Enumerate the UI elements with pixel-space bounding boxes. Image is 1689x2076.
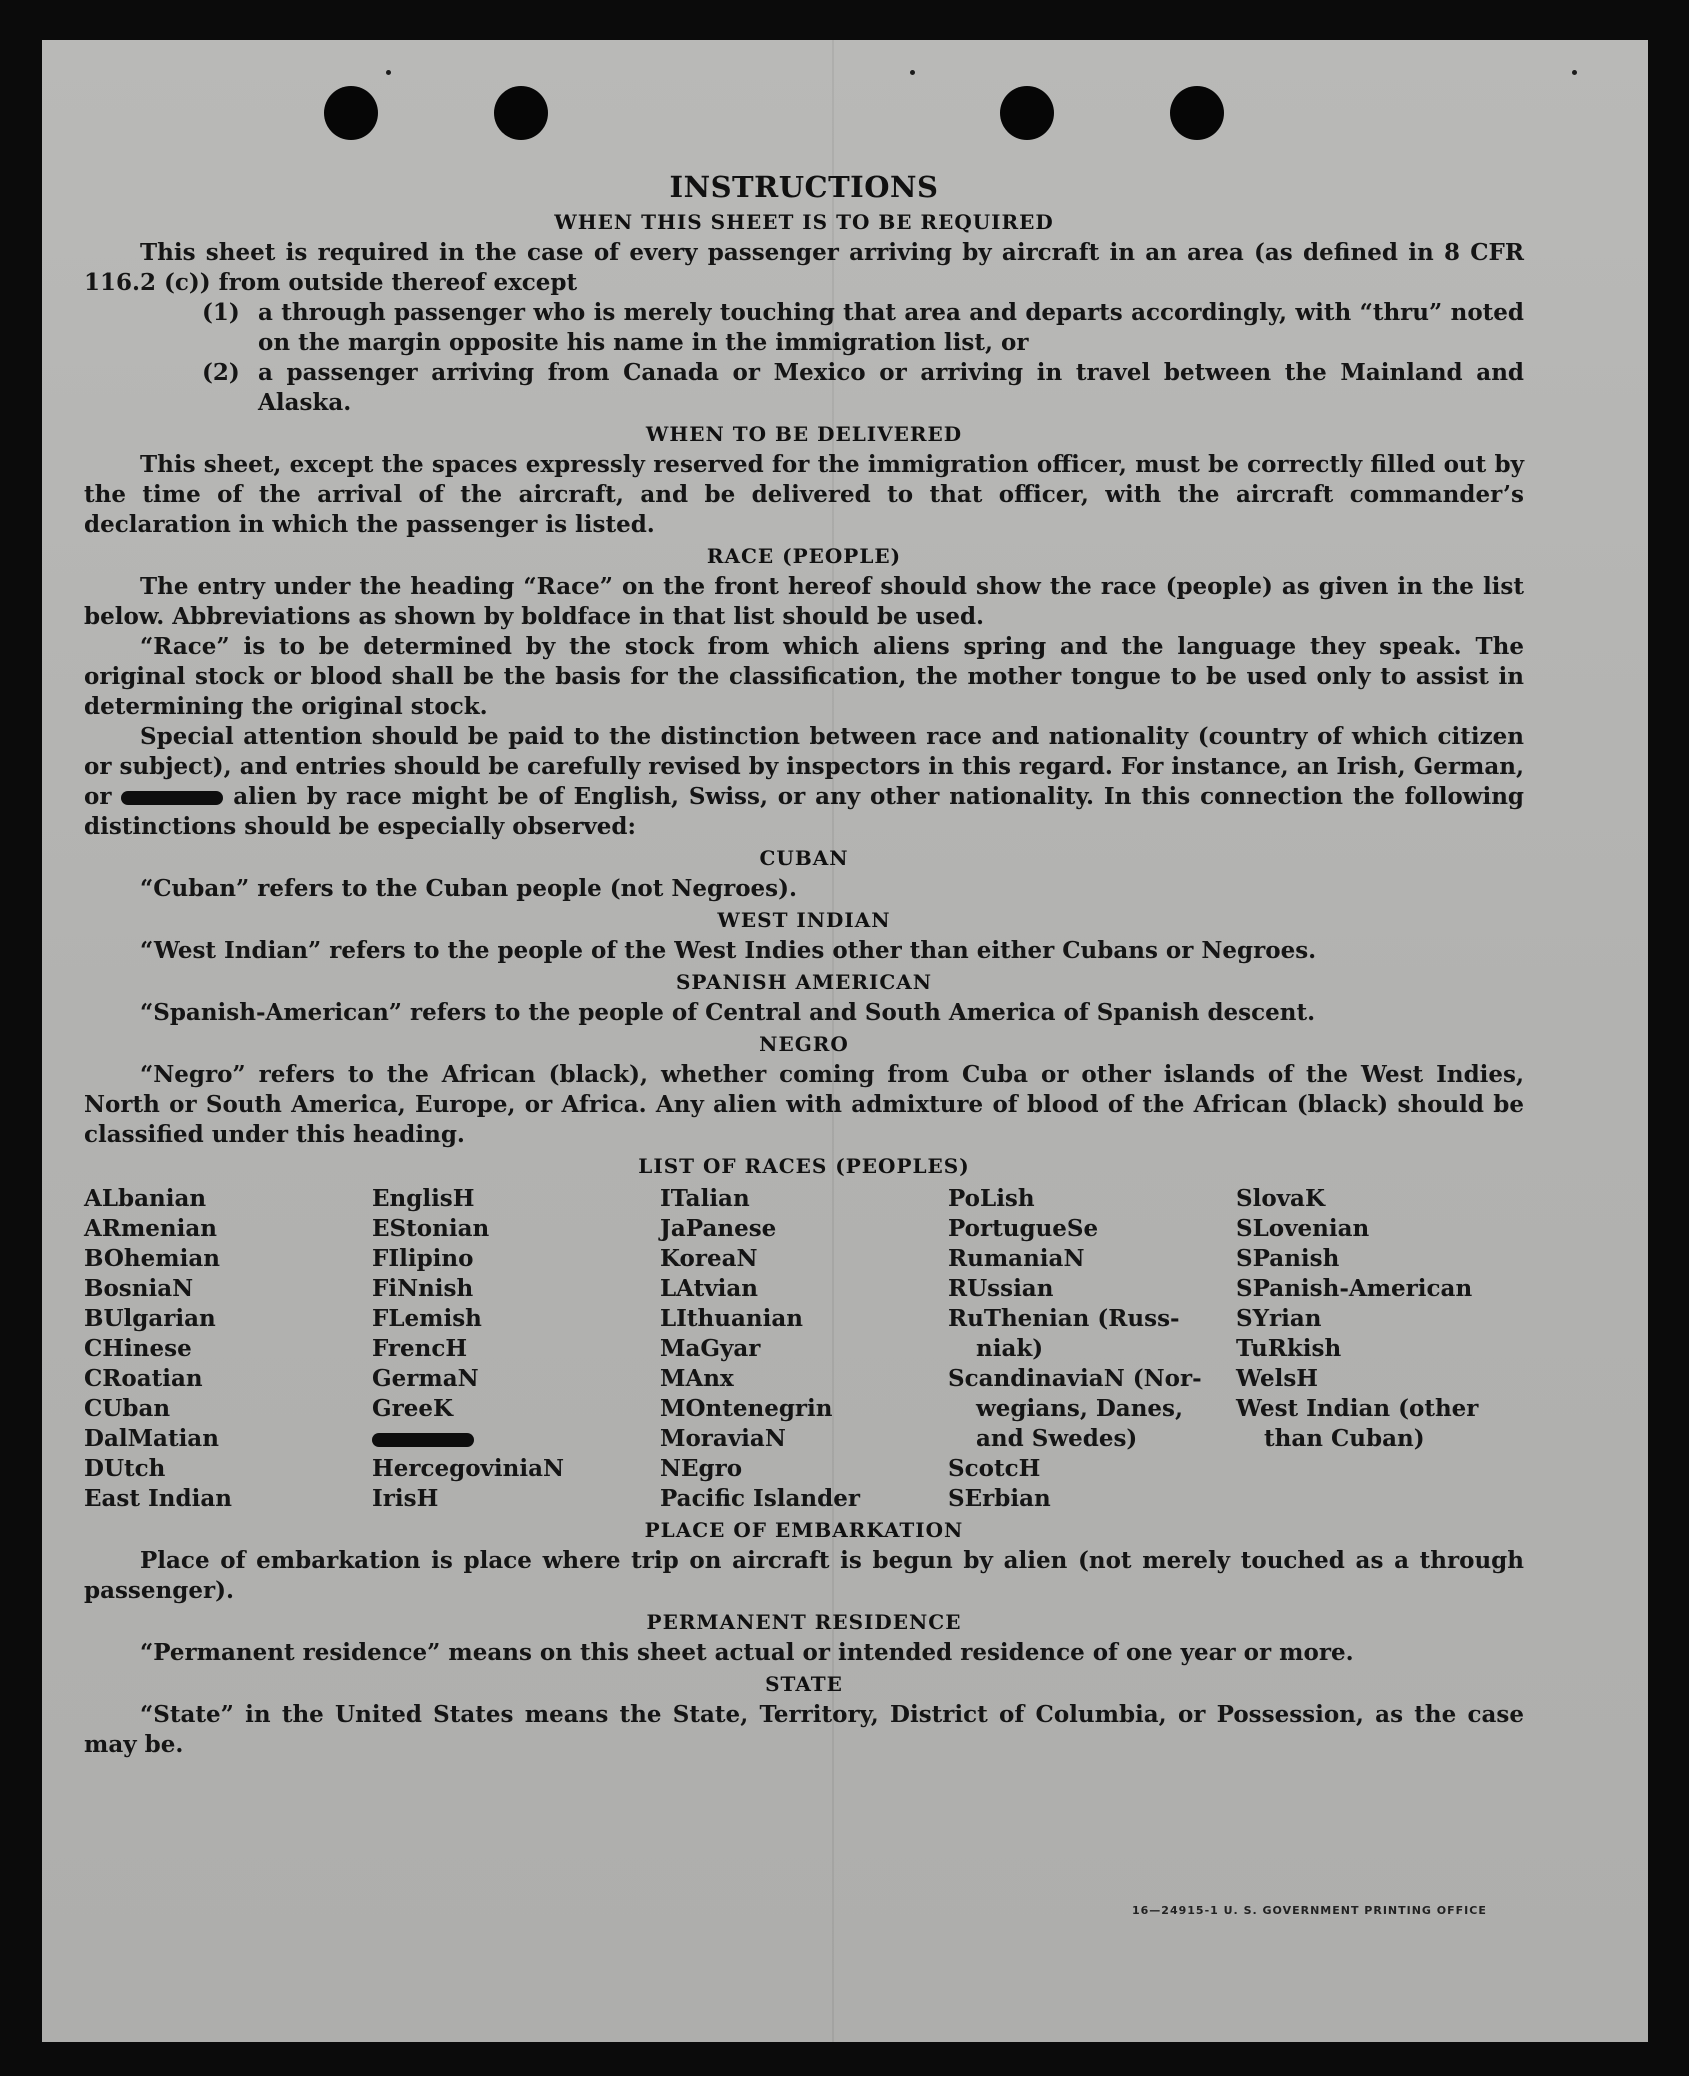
race-entry: PoLish (948, 1185, 1035, 1212)
printing-office-footer: 16—24915-1 U. S. GOVERNMENT PRINTING OFFICE (1132, 1904, 1487, 1917)
race-entry: MoraviaN (660, 1425, 786, 1452)
race-entry: EStonian (372, 1215, 490, 1242)
race-entry: FLemish (372, 1305, 482, 1332)
race-entry: than Cuban) (1264, 1425, 1425, 1452)
race-entry: Pacific Islander (660, 1485, 860, 1512)
punch-hole (1000, 86, 1054, 140)
race-entry: NEgro (660, 1455, 743, 1482)
race-entry: PortugueSe (948, 1215, 1099, 1242)
exception-item (202, 298, 1524, 358)
races-list (84, 1184, 1524, 1514)
race-entry: ARmenian (84, 1215, 218, 1242)
race-entry: MaGyar (660, 1335, 761, 1362)
speck (1572, 70, 1577, 75)
races-column-5 (1236, 1184, 1524, 1514)
when-delivered-text: This sheet, except the spaces expressly reserved for the immigration officer, must be correctly filled out by the time of the arrival of the aircraft, and be delivered to that officer, with the aircraft commander’s declaration in which the passenger is listed. (84, 451, 1524, 538)
heading-race: RACE (PEOPLE) (706, 544, 902, 568)
race-entry: niak) (976, 1335, 1044, 1362)
redaction-mark (372, 1433, 474, 1447)
page-title: INSTRUCTIONS (669, 170, 939, 204)
race-entry: wegians, Danes, (976, 1395, 1183, 1422)
race-paragraph-3 (84, 722, 1524, 842)
race-paragraph-3-end: alien by race might be of English, Swiss, or any other nationality. In this connection the following distinctions should be especially observed: (84, 783, 1524, 840)
race-entry: IrisH (372, 1485, 439, 1512)
race-entry: RUssian (948, 1275, 1054, 1302)
race-entry: HercegoviniaN (372, 1455, 565, 1482)
race-entry: ALbanian (84, 1185, 207, 1212)
race-entry: FiNnish (372, 1275, 474, 1302)
permanent-residence-text: “Permanent residence” means on this sheet actual or intended residence of one year or more. (140, 1639, 1354, 1666)
race-entry: SPanish (1236, 1245, 1340, 1272)
race-entry: MOntenegrin (660, 1395, 833, 1422)
race-entry: CRoatian (84, 1365, 203, 1392)
heading-permanent-residence: PERMANENT RESIDENCE (646, 1610, 962, 1634)
race-entry: RumaniaN (948, 1245, 1085, 1272)
embarkation-text: Place of embarkation is place where trip on aircraft is begun by alien (not merely touched as a through passenger). (84, 1547, 1524, 1604)
race-entry: KoreaN (660, 1245, 758, 1272)
race-entry: LAtvian (660, 1275, 758, 1302)
exception-text: a passenger arriving from Canada or Mexico or arriving in travel between the Mainland and Alaska. (258, 359, 1524, 416)
exception-number: (1) (202, 299, 240, 326)
punch-hole (1170, 86, 1224, 140)
redaction-mark (121, 791, 223, 805)
negro-text: “Negro” refers to the African (black), whether coming from Cuba or other islands of the West Indies, North or South America, Europe, or Africa. Any alien with admixture of blood of the African (black) should be classified under this heading. (84, 1061, 1524, 1148)
race-entry: DalMatian (84, 1425, 219, 1452)
race-entry: GermaN (372, 1365, 479, 1392)
exception-item (202, 358, 1524, 418)
race-paragraph-3-start: Special attention should be paid to the distinction between race and nationality (country of which citizen or subject), and entries should be carefully revised by inspectors in this regard. For instance, an Irish, German, or (84, 723, 1524, 810)
heading-embarkation: PLACE OF EMBARKATION (644, 1518, 964, 1542)
race-entry: GreeK (372, 1395, 454, 1422)
race-entry: ScandinaviaN (Nor- (948, 1365, 1202, 1392)
race-entry: SPanish-American (1236, 1275, 1473, 1302)
race-entry: TuRkish (1236, 1335, 1342, 1362)
race-entry: ScotcH (948, 1455, 1041, 1482)
race-entry: SlovaK (1236, 1185, 1325, 1212)
heading-when-required: WHEN THIS SHEET IS TO BE REQUIRED (554, 210, 1054, 234)
race-entry: BOhemian (84, 1245, 220, 1272)
race-entry: West Indian (other (1236, 1395, 1479, 1422)
exception-number: (2) (202, 359, 240, 386)
race-entry: ITalian (660, 1185, 750, 1212)
heading-cuban: CUBAN (759, 846, 849, 870)
race-entry: FIlipino (372, 1245, 474, 1272)
race-entry: LIthuanian (660, 1305, 803, 1332)
races-column-1 (84, 1184, 372, 1514)
races-column-4 (948, 1184, 1236, 1514)
speck (910, 70, 915, 75)
speck (386, 70, 391, 75)
race-entry: and Swedes) (976, 1425, 1138, 1452)
race-entry: BosniaN (84, 1275, 194, 1302)
instructions-content (84, 170, 1524, 1760)
west-indian-text: “West Indian” refers to the people of the West Indies other than either Cubans or Negroes. (140, 937, 1317, 964)
when-required-text: This sheet is required in the case of every passenger arriving by aircraft in an area (as defined in 8 CFR 116.2 (c)) from outside thereof except (84, 239, 1524, 296)
state-text: “State” in the United States means the State, Territory, District of Columbia, or Possession, as the case may be. (84, 1701, 1524, 1758)
punch-hole (494, 86, 548, 140)
race-entry: EnglisH (372, 1185, 475, 1212)
race-entry: BUlgarian (84, 1305, 216, 1332)
race-entry: SLovenian (1236, 1215, 1370, 1242)
document-page (42, 40, 1648, 2042)
exception-text: a through passenger who is merely touching that area and departs accordingly, with “thru” noted on the margin opposite his name in the immigration list, or (258, 299, 1524, 356)
heading-state: STATE (765, 1672, 843, 1696)
race-entry: JaPanese (660, 1215, 777, 1242)
cuban-text: “Cuban” refers to the Cuban people (not Negroes). (140, 875, 798, 902)
races-column-3 (660, 1184, 948, 1514)
race-entry: CHinese (84, 1335, 192, 1362)
race-paragraph-2: “Race” is to be determined by the stock from which aliens spring and the language they speak. The original stock or blood shall be the basis for the classification, the mother tongue to be used only to assist in determining the original stock. (84, 633, 1524, 720)
race-entry: East Indian (84, 1485, 232, 1512)
race-entry: RuThenian (Russ- (948, 1305, 1180, 1332)
punch-hole (324, 86, 378, 140)
race-entry: CUban (84, 1395, 171, 1422)
heading-when-delivered: WHEN TO BE DELIVERED (645, 422, 963, 446)
race-entry (372, 1424, 660, 1454)
race-entry: WelsH (1236, 1365, 1319, 1392)
heading-negro: NEGRO (759, 1032, 849, 1056)
races-column-2 (372, 1184, 660, 1514)
race-entry: SYrian (1236, 1305, 1322, 1332)
heading-west-indian: WEST INDIAN (717, 908, 891, 932)
race-entry: DUtch (84, 1455, 166, 1482)
race-paragraph-1: The entry under the heading “Race” on the front hereof should show the race (people) as given in the list below. Abbreviations as shown by boldface in that list should be used. (84, 573, 1524, 630)
race-entry: SErbian (948, 1485, 1051, 1512)
spanish-american-text: “Spanish-American” refers to the people of Central and South America of Spanish descent. (140, 999, 1316, 1026)
race-entry: FrencH (372, 1335, 468, 1362)
heading-spanish-american: SPANISH AMERICAN (675, 970, 933, 994)
heading-list-of-races: LIST OF RACES (PEOPLES) (638, 1154, 970, 1178)
race-entry: MAnx (660, 1365, 734, 1392)
